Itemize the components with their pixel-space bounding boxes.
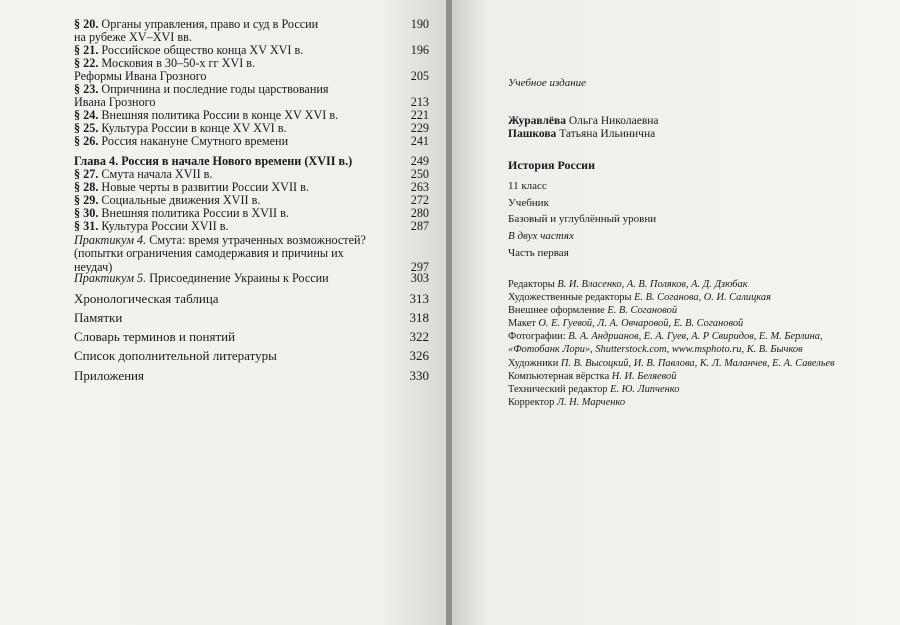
toc-page: 313 bbox=[409, 291, 429, 306]
credit-line bbox=[508, 304, 878, 317]
edition-label: Учебное издание bbox=[508, 77, 587, 89]
toc-page: 297 bbox=[410, 259, 429, 274]
toc-title: Приложения bbox=[74, 368, 144, 383]
grade-label: 11 класс bbox=[508, 180, 547, 192]
toc-number: § 26. bbox=[74, 134, 99, 148]
toc-number: § 24. bbox=[74, 108, 99, 122]
toc-title: Ивана Грозного bbox=[74, 95, 156, 109]
toc-page: 250 bbox=[410, 167, 429, 181]
toc-page: 272 bbox=[410, 193, 429, 207]
level-label: Базовый и углублённый уровни bbox=[508, 213, 657, 225]
credit-role: Компьютерная вёрстка bbox=[508, 370, 610, 382]
toc-page: 241 bbox=[410, 134, 429, 148]
toc-title: Органы управления, право и суд в России bbox=[101, 17, 319, 31]
author-surname: Журавлёва bbox=[508, 115, 566, 127]
credit-role: Художественные редакторы bbox=[508, 292, 632, 304]
credit-names: В. А. Андрианов, Е. А. Гуев, А. Р Свиридов, Е. М. Берлина, bbox=[568, 331, 823, 343]
credit-role: Корректор bbox=[508, 396, 555, 408]
toc-page: 280 bbox=[410, 206, 429, 220]
author-1 bbox=[508, 114, 878, 128]
toc-title: Смута: время утраченных возможностей? (попытки ограничения самодержавия и причины их неудач) bbox=[74, 233, 366, 274]
toc-page: 205 bbox=[410, 69, 429, 83]
part-label: Часть первая bbox=[508, 247, 569, 259]
toc-title: Опричнина и последние годы царствования bbox=[101, 82, 329, 96]
credit-names: «Фотобанк Лори», Shutterstock.com, www.msphoto.ru, К. В. Бычков bbox=[508, 344, 803, 356]
toc-number: § 31. bbox=[74, 219, 99, 233]
credit-names: Л. Н. Марченко bbox=[556, 396, 626, 408]
credit-line bbox=[508, 278, 878, 291]
toc-number: § 22. bbox=[74, 56, 99, 70]
toc-title: Россия накануне Смутного времени bbox=[101, 134, 289, 148]
left-page bbox=[0, 0, 448, 625]
toc-item bbox=[74, 330, 429, 343]
credit-line bbox=[508, 317, 878, 330]
credit-role: Внешнее оформление bbox=[508, 305, 605, 317]
toc-title: Новые черты в развитии России XVII в. bbox=[101, 180, 309, 194]
author-name: Татьяна Ильинична bbox=[559, 128, 656, 140]
toc-item bbox=[74, 311, 429, 324]
toc-item bbox=[74, 220, 429, 233]
toc-item bbox=[74, 349, 429, 362]
toc-title: Глава 4. Россия в начале Нового времени (XVII в.) bbox=[74, 154, 353, 168]
toc-number: § 30. bbox=[74, 206, 99, 220]
toc-item bbox=[74, 369, 429, 382]
toc-page: 229 bbox=[410, 121, 429, 135]
toc-title: Культура России в конце XV XVI в. bbox=[101, 121, 287, 135]
toc-number: § 20. bbox=[74, 17, 99, 31]
toc-page: 221 bbox=[410, 108, 429, 122]
toc-page: 263 bbox=[410, 180, 429, 194]
toc-title: Смута начала XVII в. bbox=[101, 167, 213, 181]
credit-role: Редакторы bbox=[508, 279, 555, 290]
toc-title: Реформы Ивана Грозного bbox=[74, 69, 207, 83]
toc-page: 190 bbox=[410, 17, 429, 31]
toc-page: 330 bbox=[409, 368, 429, 383]
credit-role: Художники bbox=[508, 357, 559, 369]
toc-number: § 23. bbox=[74, 82, 99, 96]
credit-names: Е. В. Соганова, О. И. Салицкая bbox=[634, 292, 771, 304]
credits-block bbox=[508, 278, 878, 409]
toc-number: § 28. bbox=[74, 180, 99, 194]
credit-line bbox=[508, 343, 878, 356]
toc-title: Список дополнительной литературы bbox=[74, 348, 277, 363]
toc-item bbox=[74, 292, 429, 305]
toc-title: на рубеже XV–XVI вв. bbox=[74, 30, 192, 44]
toc-title: Внешняя политика России в конце XV XVI в. bbox=[101, 108, 339, 122]
toc-page: 287 bbox=[410, 219, 429, 233]
toc-number: § 27. bbox=[74, 167, 99, 181]
author-name: Ольга Николаевна bbox=[568, 115, 659, 127]
credit-line bbox=[508, 357, 878, 370]
toc-item bbox=[74, 135, 429, 148]
toc-title: Хронологическая таблица bbox=[74, 291, 219, 306]
toc-page: 213 bbox=[410, 95, 429, 109]
credit-role: Фотографии: bbox=[508, 331, 566, 343]
credit-role: Технический редактор bbox=[508, 383, 608, 395]
credit-names: В. И. Власенко, А. В. Поляков, А. Д. Дзюбак bbox=[557, 279, 748, 290]
credit-line bbox=[508, 291, 878, 304]
toc-title: Российское общество конца XV XVI в. bbox=[101, 43, 304, 57]
toc-page: 322 bbox=[409, 329, 429, 344]
toc-number: § 29. bbox=[74, 193, 99, 207]
author-surname: Пашкова bbox=[508, 128, 557, 140]
credit-names: П. В. Высоцкий, И. В. Павлова, К. Л. Маланчев, Е. А. Савельев bbox=[560, 357, 835, 369]
parts-label: В двух частях bbox=[508, 230, 574, 242]
toc-number: Практикум 5. bbox=[74, 271, 147, 285]
credit-line bbox=[508, 396, 878, 409]
book-type: Учебник bbox=[508, 197, 549, 209]
toc-title: Культура России XVII в. bbox=[101, 219, 229, 233]
toc-title: Памятки bbox=[74, 310, 123, 325]
toc-title: Московия в 30–50-х гг XVI в. bbox=[101, 56, 256, 70]
toc-title: Присоединение Украины к России bbox=[149, 271, 329, 285]
toc-page: 318 bbox=[409, 310, 429, 325]
toc-title: Словарь терминов и понятий bbox=[74, 329, 236, 344]
toc-number: Практикум 4. bbox=[74, 233, 147, 247]
toc-title: Внешняя политика России в XVII в. bbox=[101, 206, 289, 220]
credit-names: О. Е. Гуевой, Л. А. Овчаровой, Е. В. Согановой bbox=[538, 318, 744, 330]
toc-practicum bbox=[74, 272, 429, 285]
credit-line bbox=[508, 383, 878, 396]
toc-page: 326 bbox=[409, 348, 429, 363]
toc-page: 196 bbox=[410, 43, 429, 57]
credit-line bbox=[508, 330, 878, 343]
toc-practicum bbox=[74, 234, 429, 274]
credit-names: Е. В. Согановой bbox=[607, 305, 678, 317]
credit-names: Е. Ю. Липченко bbox=[610, 383, 680, 395]
credit-names: Н. И. Беляевой bbox=[611, 370, 677, 382]
credit-line bbox=[508, 370, 878, 383]
toc-page: 249 bbox=[410, 154, 429, 168]
toc-number: § 25. bbox=[74, 121, 99, 135]
toc-page: 303 bbox=[410, 271, 429, 285]
toc-number: § 21. bbox=[74, 43, 99, 57]
book-title: История России bbox=[508, 158, 595, 172]
toc-title: Социальные движения XVII в. bbox=[101, 193, 261, 207]
credit-role: Макет bbox=[508, 318, 536, 330]
author-2 bbox=[508, 127, 878, 141]
